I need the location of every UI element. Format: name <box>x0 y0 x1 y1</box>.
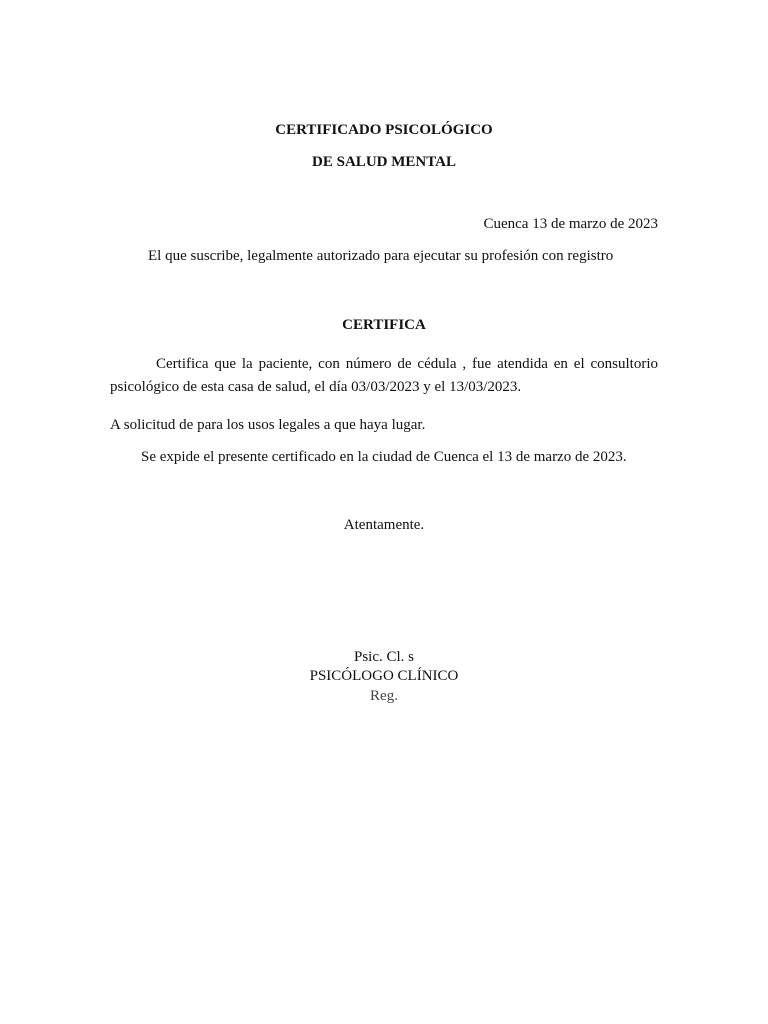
signature-name: Psic. Cl. s <box>353 649 414 665</box>
solicitud-paragraph: A solicitud de para los usos legales a que haya lugar. <box>110 417 426 433</box>
expide-paragraph: Se expide el presente certificado en la ciudad de Cuenca el 13 de marzo de 2023. <box>141 449 627 465</box>
date-line: Cuenca 13 de marzo de 2023 <box>483 216 658 232</box>
body-paragraph <box>110 352 658 377</box>
signature-title: PSICÓLOGO CLÍNICO <box>309 668 459 684</box>
document-title-line2: DE SALUD MENTAL <box>312 154 456 170</box>
closing-text: Atentamente. <box>343 517 425 533</box>
intro-paragraph: El que suscribe, legalmente autorizado para ejecutar su profesión con registro <box>148 248 614 264</box>
document-title-line1: CERTIFICADO PSICOLÓGICO <box>275 122 493 138</box>
signature-registration: Reg. <box>370 688 398 704</box>
certifica-heading: CERTIFICA <box>342 317 426 333</box>
body-line2: psicológico de esta casa de salud, el día 03/03/2023 y el 13/03/2023. <box>110 379 522 395</box>
body-line1: Certifica que la paciente, con número de cédula , fue atendida en el consultorio <box>156 356 658 372</box>
